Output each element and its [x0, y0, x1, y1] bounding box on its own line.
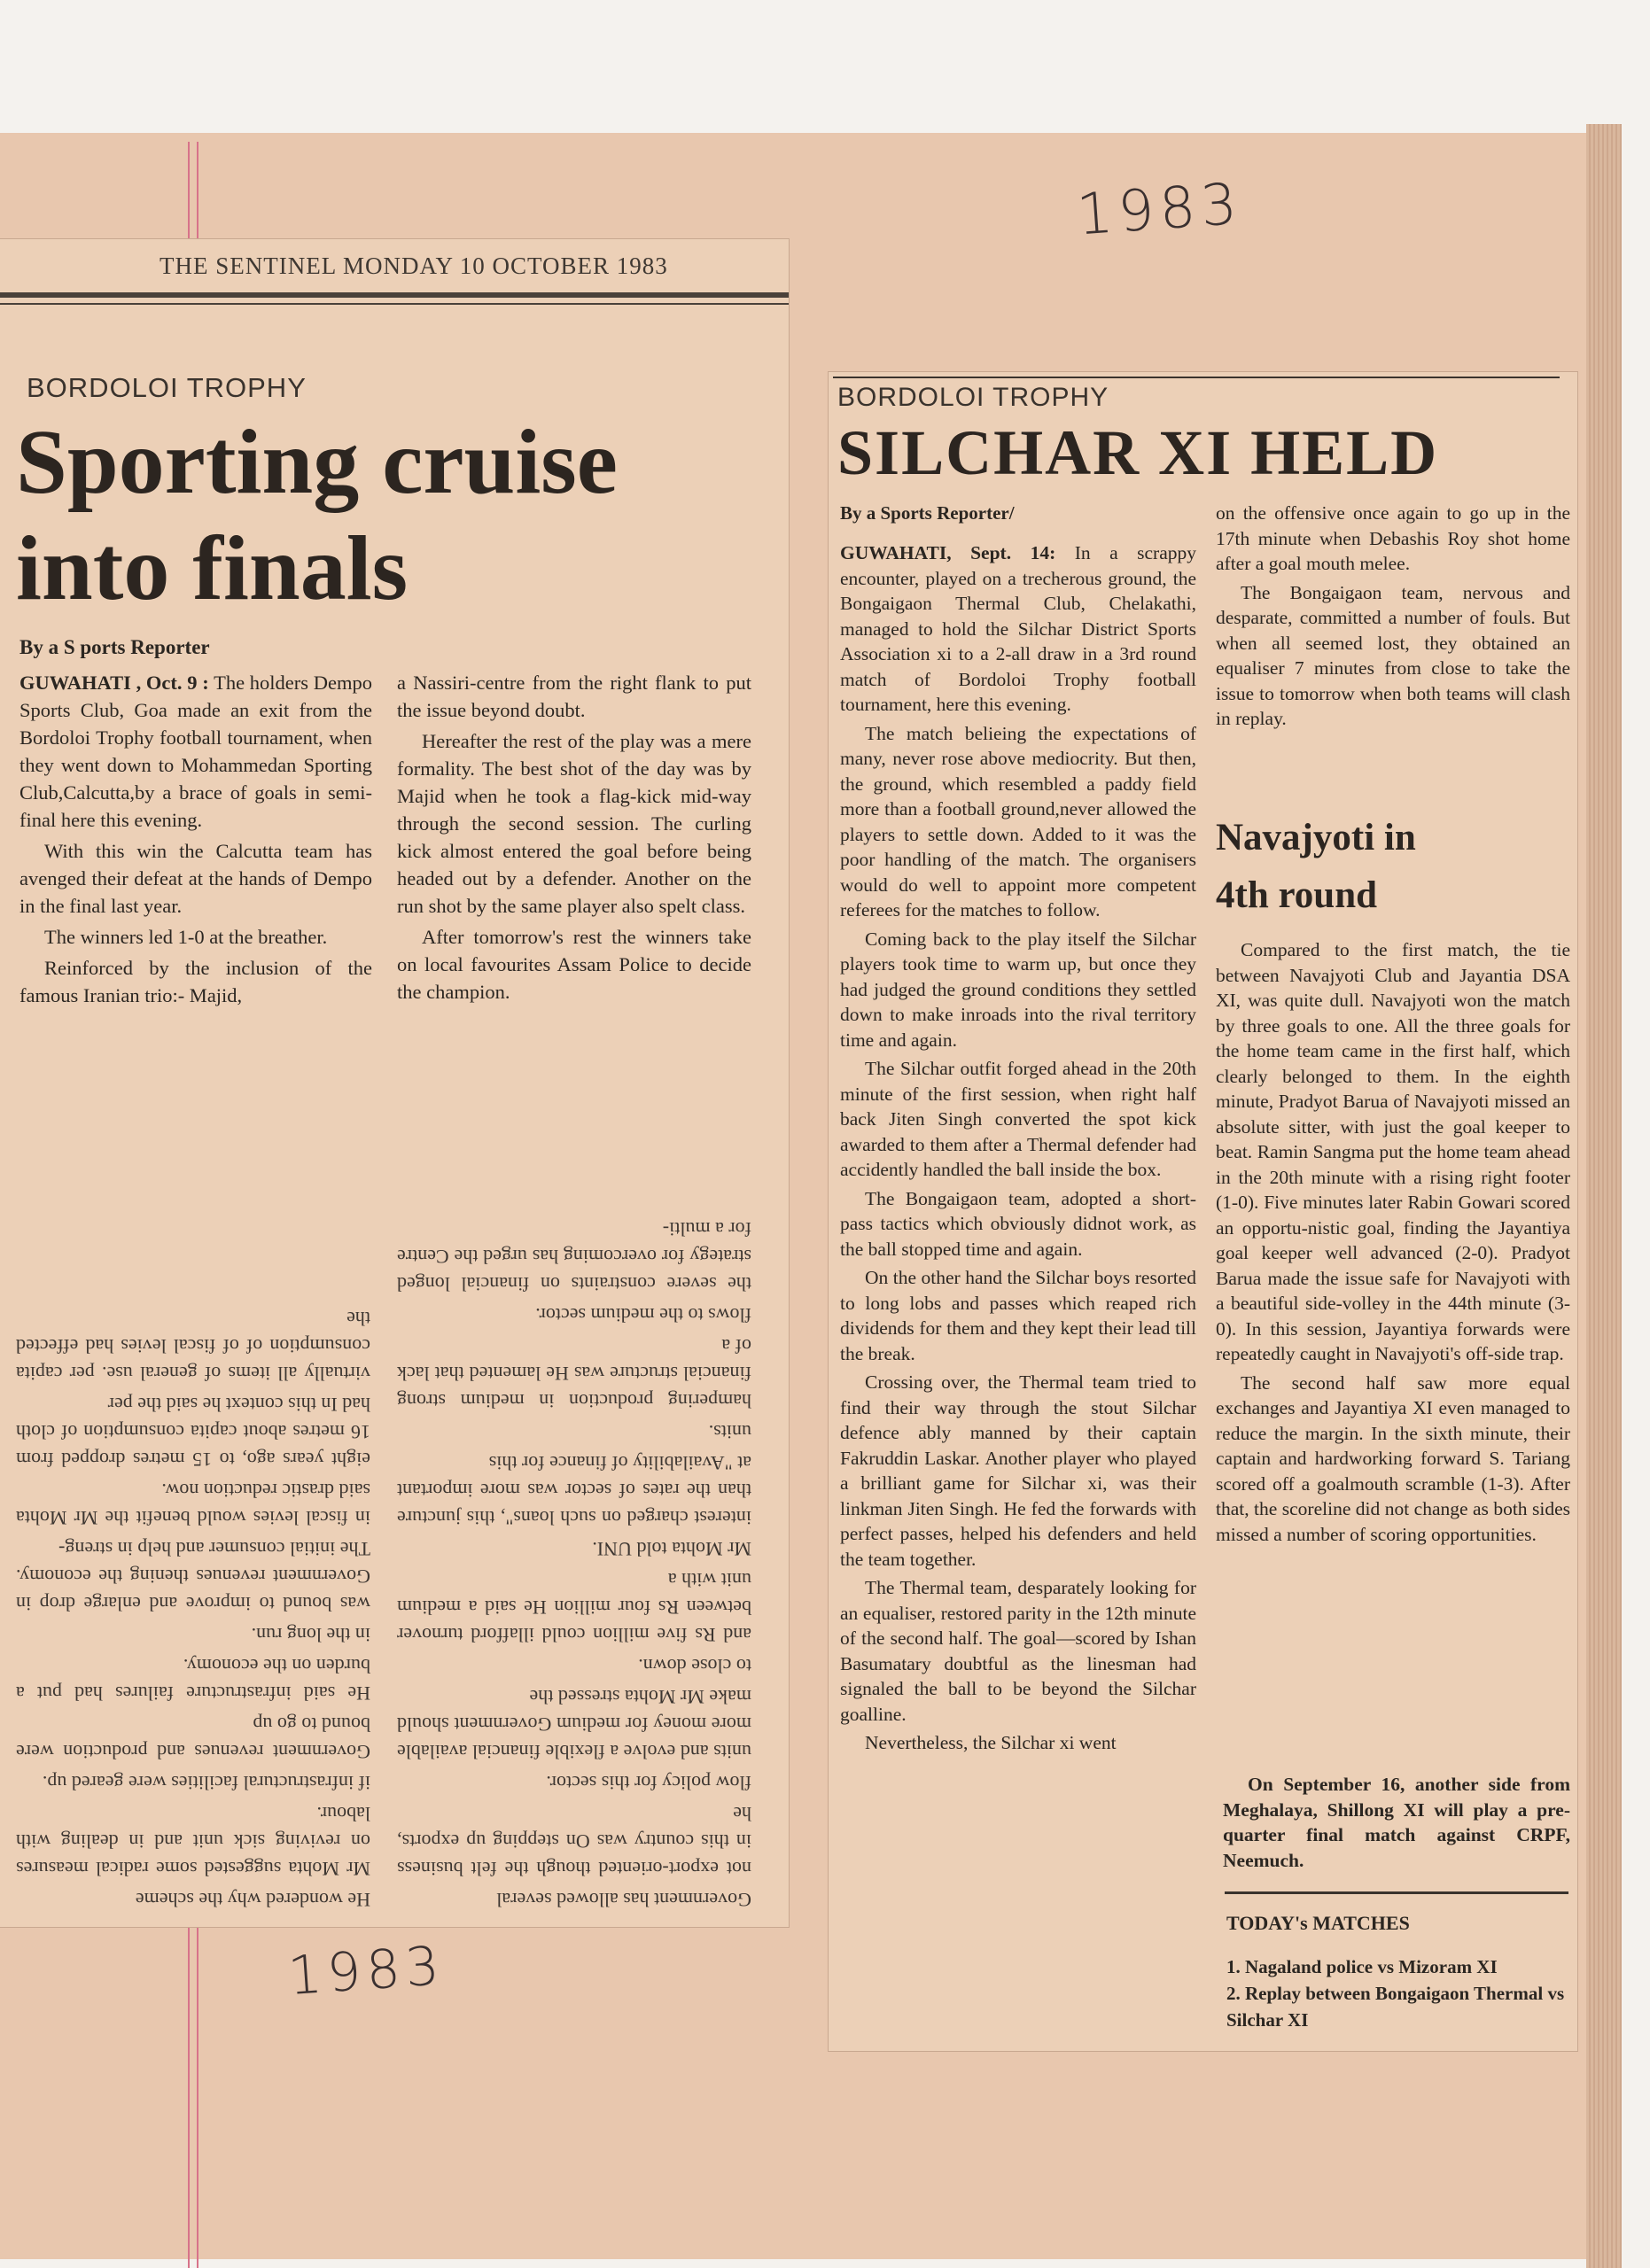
- page-stack-edge: [1586, 124, 1622, 2268]
- paragraph: a Nassiri-centre from the right flank to put the issue beyond doubt.: [397, 672, 751, 721]
- upside-paragraph: Mr Mohta suggested some radical measures on reviving sick unit and in dealing with labour.: [16, 1803, 370, 1880]
- byline: By a Sports Reporter/: [840, 502, 1015, 524]
- dateline: GUWAHATI, Sept. 14:: [840, 542, 1056, 563]
- todays-matches-title: TODAY's MATCHES: [1226, 1912, 1410, 1934]
- paragraph: Compared to the first match, the tie between Navajyoti Club and Jayantia DSA XI, was quite dull. Navajyoti won the match by three goals to one. All the three goals for the home team came in the first half, which clearly belonged to them. In the eighth minute, Pradyot Barua of Navajyoti missed an absolute sitter, with just the goal keeper to beat. Ramin Sangma put the home team ahead in the 20th minute with a rising right footer (1-0). Five minutes later Rabin Gowari scored an opportu-nistic goal, finding the Jayantiya goal keeper well advanced (2-0). Pradyot Barua made the issue safe for Navajyoti with a beautiful side-volley in the 44th minute (3-0). In this session, Jayantiya forwards were repeatedly caught in Navajyoti's off-side trap.: [1216, 939, 1570, 1364]
- paragraph: Hereafter the rest of the play was a mere formality. The best shot of the day was by Majid when he took a flag-kick mid-way through the second session. The curling kick almost entered the goal before being headed out by a defender. Another on the run shot by the same player also spelt class.: [397, 730, 751, 917]
- paragraph: Nevertheless, the Silchar xi went: [865, 1732, 1117, 1753]
- upside-paragraph: He said infrastructure failures had put a burden on the economy.: [16, 1655, 370, 1705]
- upside-paragraph: virtually all items of general use. per capita consumption of of fiscal levies had effected the: [16, 1308, 370, 1385]
- paragraph: Crossing over, the Thermal team tried to find their way through the stout Silchar defence ably manned by their captain Fakruddin Laskar. Another player who played a brilliant game for Silchar xi, was their linkman Jiten Singh. He fed the forwards with perfect passes, helped his defenders and held the team together.: [840, 1371, 1196, 1570]
- todays-matches-list: [1226, 1953, 1572, 2033]
- dateline: GUWAHATI , Oct. 9 :: [19, 672, 209, 694]
- upside-paragraph: not export-oriented though the felt business in this country was On stepping up exports, he: [397, 1803, 751, 1880]
- paragraph: In a scrappy encounter, played on a trecherous ground, the Bongaigaon Thermal Club, Chelakathi, managed to hold the Silchar District Sports Association xi to a 2-all draw in a 3rd round match of Bordoloi Trophy football tournament, here this evening.: [840, 542, 1196, 715]
- upside-paragraph: interest charged on such loans", this juncture than the rates of sector was more important at "Availability of finance for this: [397, 1452, 751, 1529]
- paragraph: On the other hand the Silchar boys resorted to long lobs and passes which reaped rich dividends for them and they kept their lead till the break.: [840, 1267, 1196, 1364]
- match-notice: [1223, 1772, 1570, 1876]
- byline: By a S ports Reporter: [19, 636, 210, 658]
- paragraph: The Silchar outfit forged ahead in the 20th minute of the first session, when right half back Jiten Singh converted the spot kick awarded to them after a Thermal defender had accidently handled the ball inside the box.: [840, 1058, 1196, 1180]
- article-column-1: [840, 540, 1196, 1759]
- upside-paragraph: to close down.: [638, 1655, 751, 1677]
- list-item: 2. Replay between Bongaigaon Thermal vs Silchar XI: [1226, 1983, 1565, 2031]
- handwritten-year-bottom: 1983: [285, 1934, 447, 2008]
- paragraph: The winners led 1-0 at the breather.: [44, 926, 328, 948]
- paragraph: The match belieing the expectations of many, never rose above mediocrity. But then, the ground, which resembled a paddy field more than a football ground,never allowed the players to settle down. Added to it was the poor handling of the match. The organisers would do well to appoint more competent referees for the matches to follow.: [840, 722, 1196, 920]
- paragraph: The Bongaigaon team, nervous and desparate, committed a number of fouls. But when all seemed lost, they obtained an equaliser 7 minutes from close to take the issue to tomorrow when both teams will clash in replay.: [1216, 581, 1570, 729]
- newspaper-masthead: THE SENTINEL MONDAY 10 OCTOBER 1983: [160, 252, 668, 279]
- upside-paragraph: in the long run.: [251, 1624, 370, 1646]
- section-kicker: BORDOLOI TROPHY: [27, 372, 307, 403]
- handwritten-year-top: 1983: [1074, 171, 1245, 249]
- upside-paragraph: He wondered why the scheme: [135, 1889, 370, 1911]
- article-column-2: [1216, 501, 1570, 735]
- upside-paragraph: Government revenues and production were bound to go up: [16, 1713, 370, 1763]
- upside-down-column-1: [16, 1152, 370, 1914]
- upside-paragraph: the severe constraints on financial longed strategy for overcoming has urged the Centre for a multi-: [397, 1218, 751, 1295]
- masthead-rule: [0, 303, 789, 305]
- upside-paragraph: units and evolve a flexible financial available more money for medium Government should make Mr Mohta stressed the: [397, 1686, 751, 1763]
- section-kicker: BORDOLOI TROPHY: [837, 383, 1109, 412]
- paragraph: The second half saw more equal exchanges and Jayantiya XI even managed to reduce the margin. In the sixth minute, their captain and hardworking forward S. Tariang scored off a goalmouth scramble (1-3). After that, the scoreline did not change as both sides missed a number of scoring opportunities.: [1216, 1371, 1570, 1545]
- list-item: 1. Nagaland police vs Mizoram XI: [1226, 1956, 1498, 1977]
- subheadline-line-2: 4th round: [1216, 874, 1378, 916]
- paragraph: After tomorrow's rest the winners take on local favourites Assam Police to decide the champion.: [397, 926, 751, 1003]
- upside-paragraph: Government has allowed several: [496, 1889, 751, 1911]
- article-column-2: [397, 669, 751, 1009]
- upside-paragraph: Mr Mohta told UNI.: [592, 1538, 751, 1560]
- subheadline-line-1: Navajyoti in: [1216, 817, 1416, 858]
- notice-text: On September 16, another side from Meghalaya, Shillong XI will play a pre-quarter final match against CRPF, Neemuch.: [1223, 1774, 1570, 1871]
- paragraph: The holders Dempo Sports Club, Goa made an exit from the Bordoloi Trophy football tournament, when they went down to Mohammedan Sporting Club,Calcutta,by a brace of goals in semi-final here this evening.: [19, 672, 372, 831]
- upside-paragraph: if infrastructural facilities were geared up.: [42, 1772, 370, 1794]
- upside-paragraph: hampering production in medium strong financial structure was He lamented that lack of a: [397, 1335, 751, 1412]
- section-rule: [1225, 1891, 1568, 1894]
- upside-paragraph: flows to the medium sector.: [535, 1304, 751, 1326]
- paragraph: Reinforced by the inclusion of the famous Iranian trio:- Majid,: [19, 957, 372, 1006]
- paragraph: The Bongaigaon team, adopted a short-pass tactics which obviously didnot work, as the ball stopped time and again.: [840, 1187, 1196, 1260]
- paragraph: The Thermal team, desparately looking for an equaliser, restored parity in the 12th minute of the second half. The goal—scored by Ishan Basumatary doubtful as the linesman had signaled the ball to be beyond the Silchar goalline.: [840, 1577, 1196, 1725]
- upside-paragraph: flow policy for this sector.: [546, 1772, 751, 1794]
- upside-down-column-2: [397, 1152, 751, 1914]
- paragraph: Coming back to the play itself the Silchar players took time to warm up, but once they had judged the ground conditions they settled down to make inroads into the rival territory time and again.: [840, 928, 1196, 1051]
- paragraph: With this win the Calcutta team has avenged their defeat at the hands of Dempo in the final last year.: [19, 840, 372, 917]
- upside-paragraph: in fiscal levies would benefit the Mr Mohta said drastic reduction now.: [16, 1480, 370, 1529]
- headline-line-1: Sporting cruise: [16, 411, 618, 513]
- upside-paragraph: eight years ago, to 15 metres dropped from 16 metres about capita consumption of cloth had In this context he said the per: [16, 1394, 370, 1471]
- headline: SILCHAR XI HELD: [837, 417, 1439, 488]
- paragraph: on the offensive once again to go up in the 17th minute when Debashis Roy shot home after a goal mouth melee.: [1216, 502, 1570, 574]
- upside-paragraph: and Rs five million could illafford turnover between Rs four million He said a medium unit with a: [397, 1569, 751, 1646]
- upside-paragraph: units.: [708, 1421, 751, 1443]
- headline-line-2: into finals: [16, 517, 409, 619]
- kicker-rule: [833, 377, 1560, 378]
- article-column-1: [19, 669, 372, 1013]
- upside-paragraph: was bound to improve and enlarge drop in Government revenues thening the economy. The initial consumer and help in streng-: [16, 1538, 370, 1615]
- masthead-rule: [0, 292, 789, 298]
- article-column-2b: [1216, 937, 1570, 1550]
